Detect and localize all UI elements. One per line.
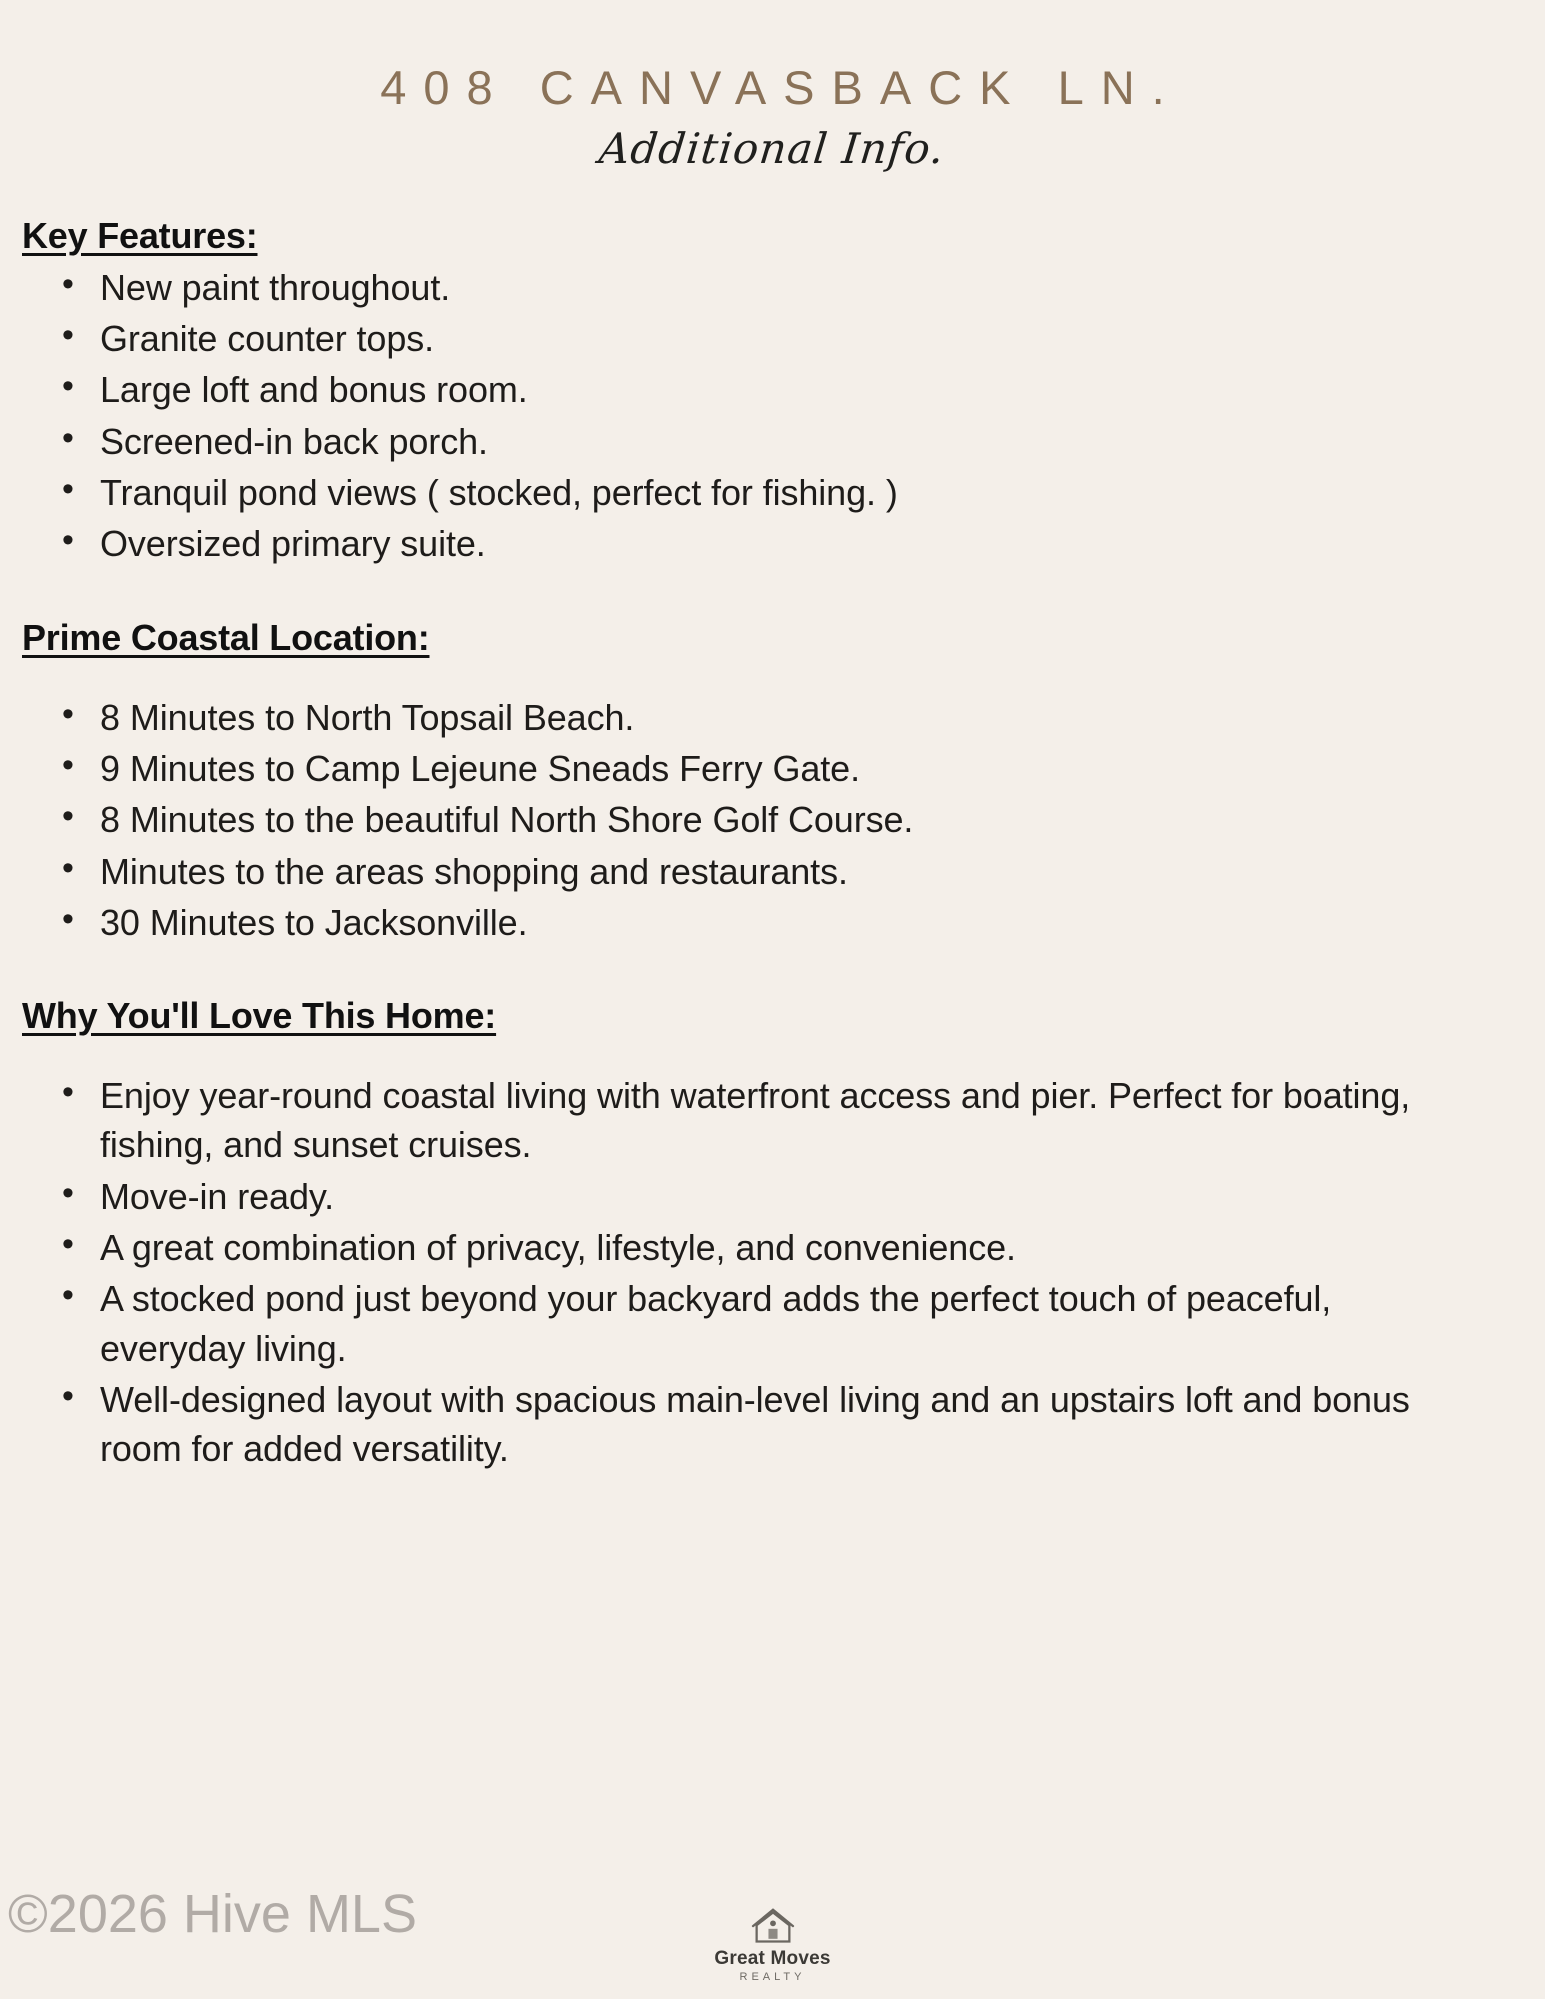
list-item: • 30 Minutes to Jacksonville.: [0, 898, 1485, 947]
list-item: • Well-designed layout with spacious main-level living and an upstairs loft and bonus room for added versatility.: [0, 1375, 1485, 1474]
list-item: • A stocked pond just beyond your backyard adds the perfect touch of peaceful, everyday living.: [0, 1274, 1485, 1373]
list-item: • Enjoy year-round coastal living with waterfront access and pier. Perfect for boating, fishing, and sunset cruises.: [0, 1071, 1485, 1170]
list-item: • Move-in ready.: [0, 1172, 1485, 1221]
section-heading-key-features: Key Features:: [22, 214, 258, 256]
list-item: • Minutes to the areas shopping and restaurants.: [0, 847, 1485, 896]
page-subtitle: Additional Info.: [596, 123, 948, 173]
house-logo-icon: [751, 1907, 795, 1947]
list-key-features: [0, 263, 1545, 569]
list-prime-coastal-location: [0, 693, 1545, 948]
spacer: [0, 949, 1545, 995]
section-heading-prime-coastal-location: Prime Coastal Location:: [22, 616, 430, 658]
list-item: • A great combination of privacy, lifestyle, and convenience.: [0, 1223, 1485, 1272]
footer-logo: [0, 1907, 1545, 1983]
footer-logo-name: Great Moves: [714, 1948, 831, 1969]
spacer: [0, 1043, 1545, 1071]
watermark-text: ©2026 Hive MLS: [8, 1884, 417, 1944]
list-item: • Screened-in back porch.: [0, 417, 1485, 466]
spacer: [0, 571, 1545, 617]
list-item: • Granite counter tops.: [0, 314, 1485, 363]
list-item: • 9 Minutes to Camp Lejeune Sneads Ferry Gate.: [0, 744, 1485, 793]
list-item: • 8 Minutes to North Topsail Beach.: [0, 693, 1485, 742]
document-body: [0, 173, 1545, 1474]
list-item: • 8 Minutes to the beautiful North Shore Golf Course.: [0, 795, 1485, 844]
list-item: • Oversized primary suite.: [0, 519, 1485, 568]
spacer: [0, 665, 1545, 693]
page-title: 408 CANVASBACK LN.: [380, 61, 1182, 114]
list-why-youll-love-this-home: [0, 1071, 1545, 1474]
list-item: • Tranquil pond views ( stocked, perfect for fishing. ): [0, 468, 1485, 517]
section-heading-why-youll-love-this-home: Why You'll Love This Home:: [22, 995, 497, 1037]
list-item: • New paint throughout.: [0, 263, 1485, 312]
footer-logo-subtitle: REALTY: [739, 1971, 806, 1983]
list-item: • Large loft and bonus room.: [0, 365, 1485, 414]
